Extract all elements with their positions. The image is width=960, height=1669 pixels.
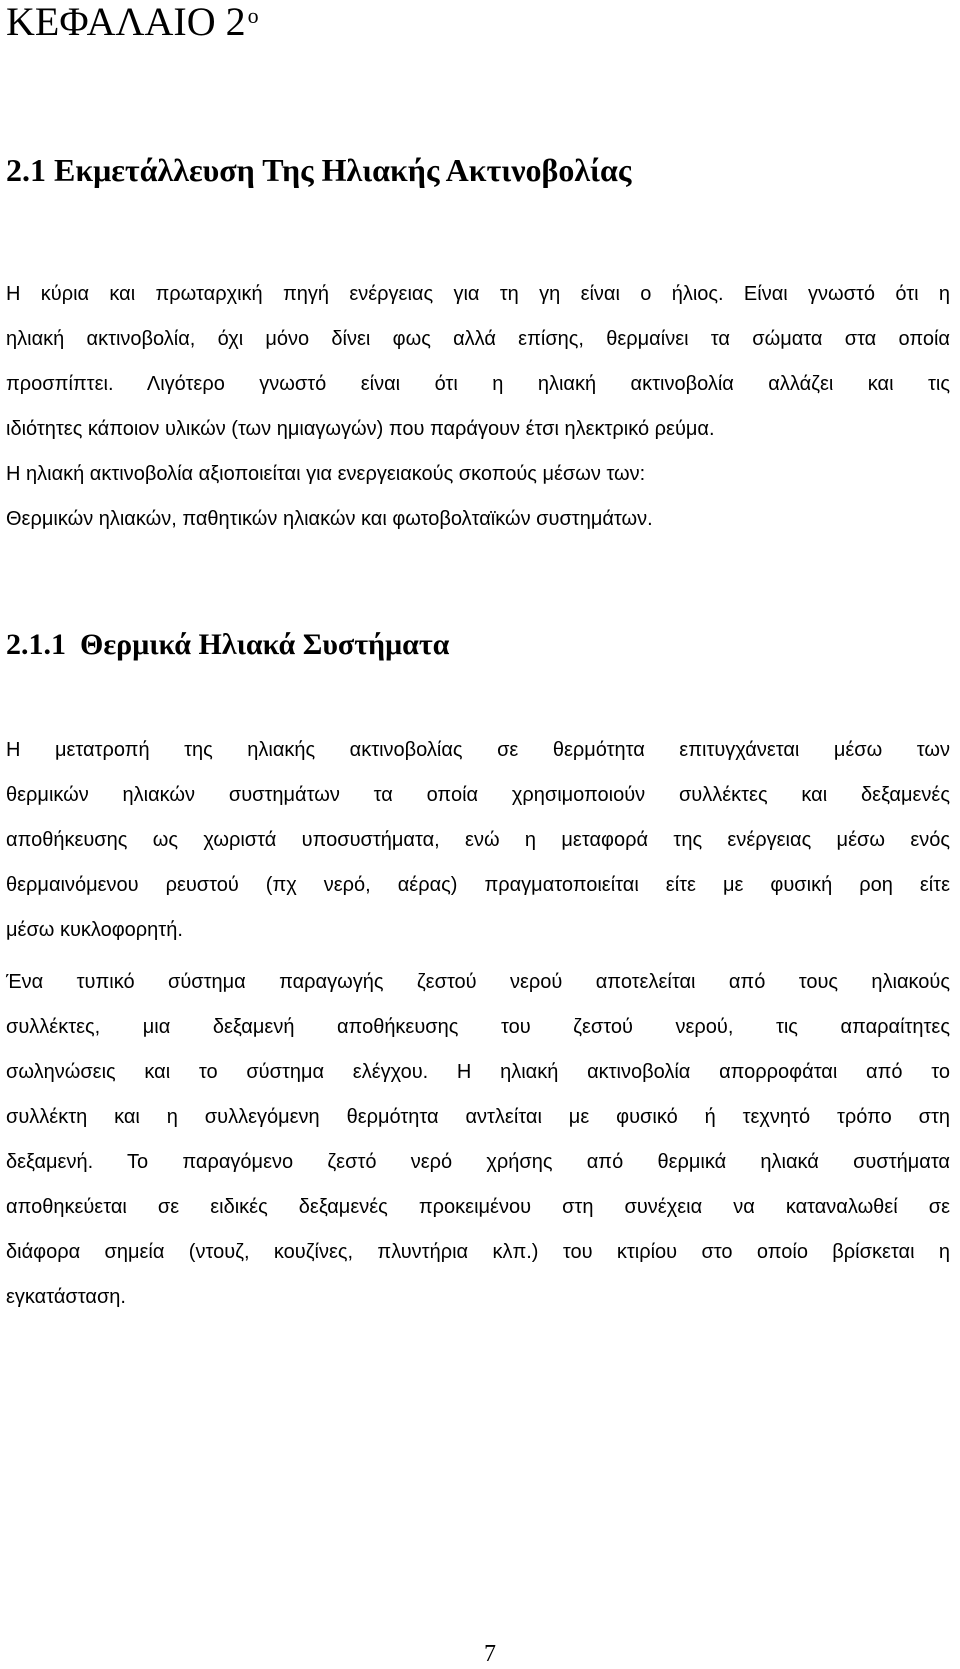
paragraph-line: σωληνώσεις και το σύστημα ελέγχου. Η ηλιακή ακτινοβολία απορροφάται από το: [6, 1061, 950, 1083]
paragraph-line: αποθήκευσης ως χωριστά υποσυστήματα, ενώ η μεταφορά της ενέργειας μέσω ενός: [6, 829, 950, 851]
subsection-number: 2.1.1: [6, 628, 66, 661]
hot-water-system-paragraph: [6, 960, 950, 1320]
paragraph-line: δεξαμενή. Το παραγόμενο ζεστό νερό χρήσης από θερμικά ηλιακά συστήματα: [6, 1151, 950, 1173]
paragraph-line: Ένα τυπικό σύστημα παραγωγής ζεστού νερού αποτελείται από τους ηλιακούς: [6, 971, 950, 993]
paragraph-line: εγκατάσταση.: [6, 1286, 126, 1308]
paragraph-line: ηλιακή ακτινοβολία, όχι μόνο δίνει φως αλλά επίσης, θερμαίνει τα σώματα στα οποία: [6, 328, 950, 350]
paragraph-line: Θερμικών ηλιακών, παθητικών ηλιακών και φωτοβολταϊκών συστημάτων.: [6, 508, 653, 530]
paragraph-line: θερμαινόμενου ρευστού (πχ νερό, αέρας) πραγματοποιείται είτε με φυσική ροη είτε: [6, 874, 950, 896]
subsection-title-text: Θερμικά Ηλιακά Συστήματα: [80, 628, 450, 661]
chapter-title: [6, 0, 259, 44]
chapter-title-text: ΚΕΦΑΛΑΙΟ 2: [6, 0, 246, 44]
paragraph-line: Η κύρια και πρωταρχική πηγή ενέργειας για τη γη είναι ο ήλιος. Είναι γνωστό ότι η: [6, 283, 950, 305]
paragraph-line: συλλέκτες, μια δεξαμενή αποθήκευσης του ζεστού νερού, τις απαραίτητες: [6, 1016, 950, 1038]
chapter-superscript: ο: [247, 3, 259, 28]
paragraph-line: συλλέκτη και η συλλεγόμενη θερμότητα αντλείται με φυσικό ή τεχνητό τρόπο στη: [6, 1106, 950, 1128]
paragraph-line: μέσω κυκλοφορητή.: [6, 919, 183, 941]
paragraph-line: προσπίπτει. Λιγότερο γνωστό είναι ότι η ηλιακή ακτινοβολία αλλάζει και τις: [6, 373, 950, 395]
page-number: 7: [484, 1641, 496, 1667]
paragraph-line: Η ηλιακή ακτινοβολία αξιοποιείται για ενεργειακούς σκοπούς μέσων των:: [6, 463, 646, 485]
thermal-systems-paragraph: [6, 728, 950, 953]
subsection-title: [6, 625, 449, 665]
section-title: 2.1 Εκμετάλλευση Της Ηλιακής Ακτινοβολίας: [6, 152, 632, 188]
paragraph-line: θερμικών ηλιακών συστημάτων τα οποία χρησιμοποιούν συλλέκτες και δεξαμενές: [6, 784, 950, 806]
intro-paragraph: [6, 272, 950, 542]
paragraph-line: αποθηκεύεται σε ειδικές δεξαμενές προκειμένου στη συνέχεια να καταναλωθεί σε: [6, 1196, 950, 1218]
paragraph-line: ιδιότητες κάποιον υλικών (των ημιαγωγών) που παράγουν έτσι ηλεκτρικό ρεύμα.: [6, 418, 715, 440]
paragraph-line: διάφορα σημεία (ντουζ, κουζίνες, πλυντήρια κλπ.) του κτιρίου στο οποίο βρίσκεται η: [6, 1241, 950, 1263]
paragraph-line: Η μετατροπή της ηλιακής ακτινοβολίας σε θερμότητα επιτυγχάνεται μέσω των: [6, 739, 950, 761]
